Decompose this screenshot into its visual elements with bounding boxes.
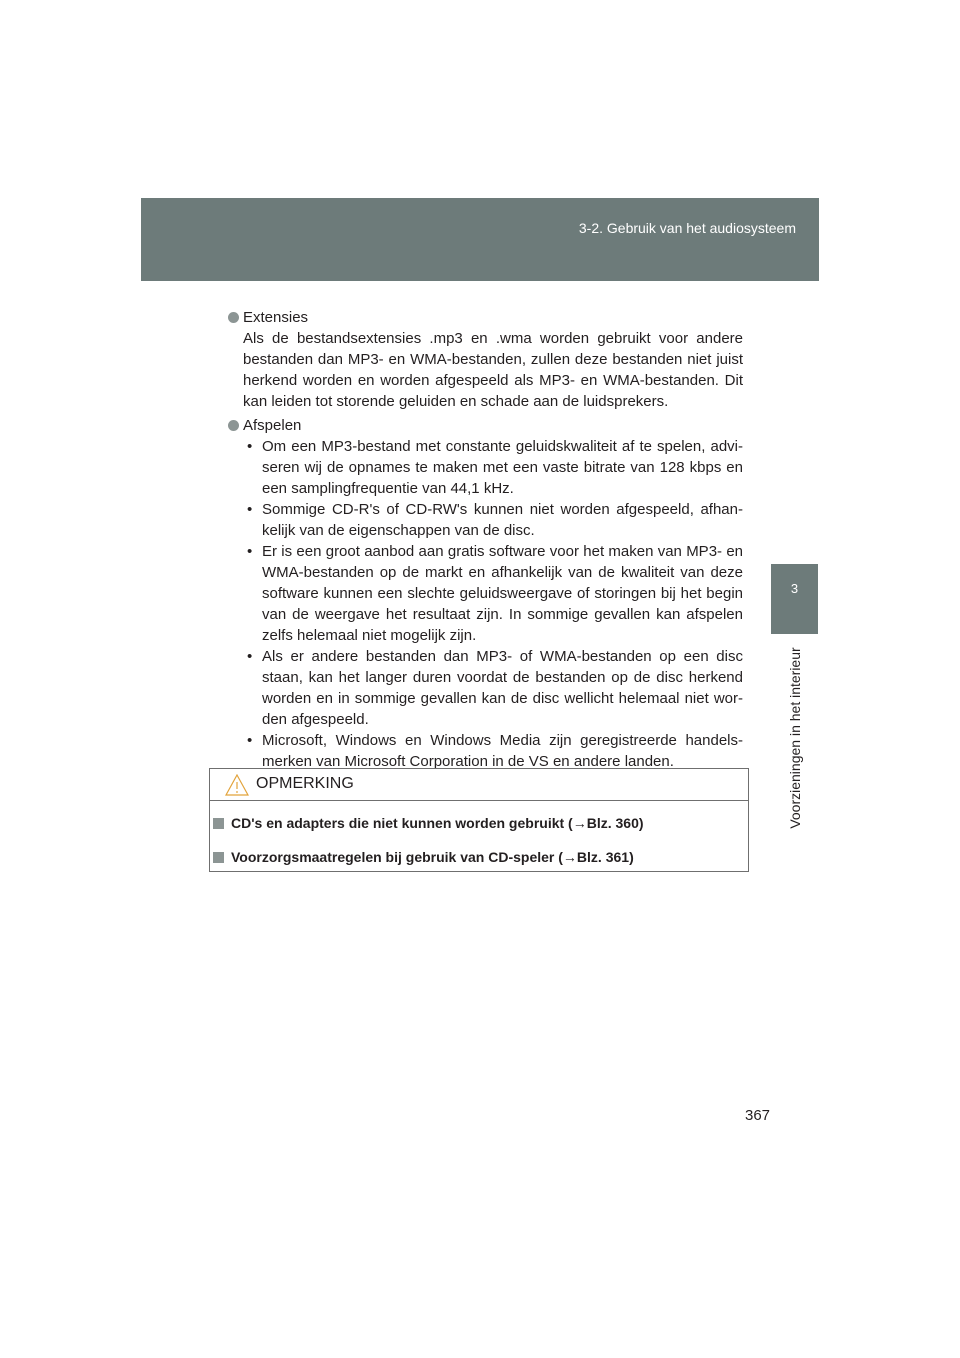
note-item [213, 813, 748, 833]
list-item [243, 646, 743, 730]
section-title: 3-2. Gebruik van het audiosysteem [578, 220, 796, 236]
bullet-dot: • [247, 732, 253, 749]
chapter-number: 3 [790, 581, 799, 596]
topic-body: Als de bestandsextensies .mp3 en .wma worden gebruikt voor andere bestanden dan MP3- en WMA-bestanden, zullen deze bestanden niet juist herkend worden en worden afgespeeld als MP3- en WMA-bestanden. Dit kan leiden tot storende geluiden en schade aan de luidsprekers. [243, 330, 743, 410]
chapter-tab [771, 564, 818, 634]
note-item [213, 847, 748, 867]
list-item-text: Sommige CD-R's of CD-RW's kunnen niet worden afgespeeld, afhan-kelijk van de eigenschappen van de disc. [262, 501, 743, 539]
main-content [225, 307, 743, 775]
note-title: OPMERKING [256, 775, 354, 792]
note-header [210, 769, 748, 801]
warning-triangle-icon [225, 774, 249, 796]
list-item [243, 541, 743, 646]
round-bullet-icon [228, 420, 239, 431]
square-bullet-icon [213, 818, 224, 829]
page-number: 367 [745, 1107, 771, 1124]
bullet-dot: • [247, 438, 253, 455]
bullet-dot: • [247, 648, 253, 665]
header-bar [141, 198, 819, 281]
list-item [243, 499, 743, 541]
note-box [209, 768, 749, 872]
chapter-title: Voorzieningen in het interieur [787, 647, 803, 829]
bullet-dot: • [247, 543, 253, 560]
list-item [243, 730, 743, 772]
topic-afspelen [225, 415, 743, 772]
note-item-text: CD's en adapters die niet kunnen worden gebruikt (→Blz. 360) [231, 815, 644, 831]
sub-list [243, 436, 743, 772]
topic-extensies [225, 307, 743, 412]
round-bullet-icon [228, 312, 239, 323]
list-item-text: Om een MP3-bestand met constante geluidskwaliteit af te spelen, advi-seren wij de opnames te maken met een vaste bitrate van 128 kbps en een samplingfrequentie van 44,1 kHz. [262, 438, 743, 497]
list-item-text: Microsoft, Windows en Windows Media zijn geregistreerde handels-merken van Microsoft Corporation in de VS en andere landen. [262, 732, 743, 770]
square-bullet-icon [213, 852, 224, 863]
topic-title: Extensies [243, 309, 309, 326]
bullet-dot: • [247, 501, 253, 518]
note-item-text: Voorzorgsmaatregelen bij gebruik van CD-speler (→Blz. 361) [231, 849, 634, 865]
list-item-text: Er is een groot aanbod aan gratis software voor het maken van MP3- en WMA-bestanden op de markt en afhankelijk van de kwaliteit van deze software kunnen een slechte geluidsweergave of storingen bij het begin van de weergave het resultaat zijn. In sommige gevallen kan afspelen zelfs helemaal niet mogelijk zijn. [262, 543, 743, 644]
list-item [243, 436, 743, 499]
topic-title: Afspelen [243, 417, 302, 434]
list-item-text: Als er andere bestanden dan MP3- of WMA-bestanden op een disc staan, kan het langer duren voordat de bestanden op de disc herkend worden en in sommige gevallen kan de disc wellicht helemaal niet wor-den afgespeeld. [262, 648, 743, 728]
